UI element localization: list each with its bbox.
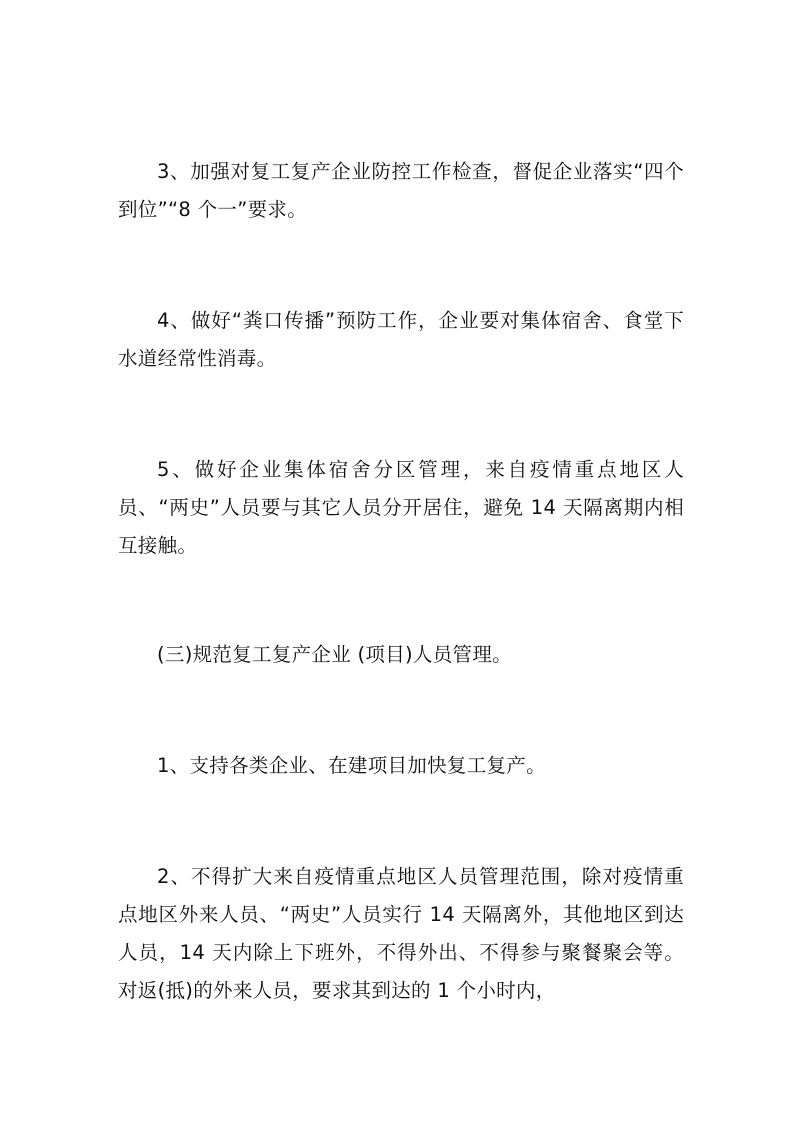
paragraph-inspection: 3、加强对复工复产企业防控工作检查，督促企业落实“四个到位”“8 个一”要求。 [118, 160, 684, 221]
paragraph-disinfection: 4、做好“粪口传播”预防工作，企业要对集体宿舍、食堂下水道经常性消毒。 [118, 309, 684, 370]
paragraph-personnel-rules: 2、不得扩大来自疫情重点地区人员管理范围，除对疫情重点地区外来人员、“两史”人员实行 14 天隔离外，其他地区到达人员，14 天内除上下班外，不得外出、不得参与聚餐聚会等。对返(抵)的外来人员，要求其到达的 1 个小时内， [118, 865, 684, 1002]
paragraph-support-resumption: 1、支持各类企业、在建项目加快复工复产。 [157, 754, 546, 777]
section-heading: (三)规范复工复产企业 (项目)人员管理。 [157, 643, 512, 666]
paragraph-dormitory-management: 5、做好企业集体宿舍分区管理，来自疫情重点地区人员、“两史”人员要与其它人员分开居住，避免 14 天隔离期内相互接触。 [118, 458, 684, 557]
